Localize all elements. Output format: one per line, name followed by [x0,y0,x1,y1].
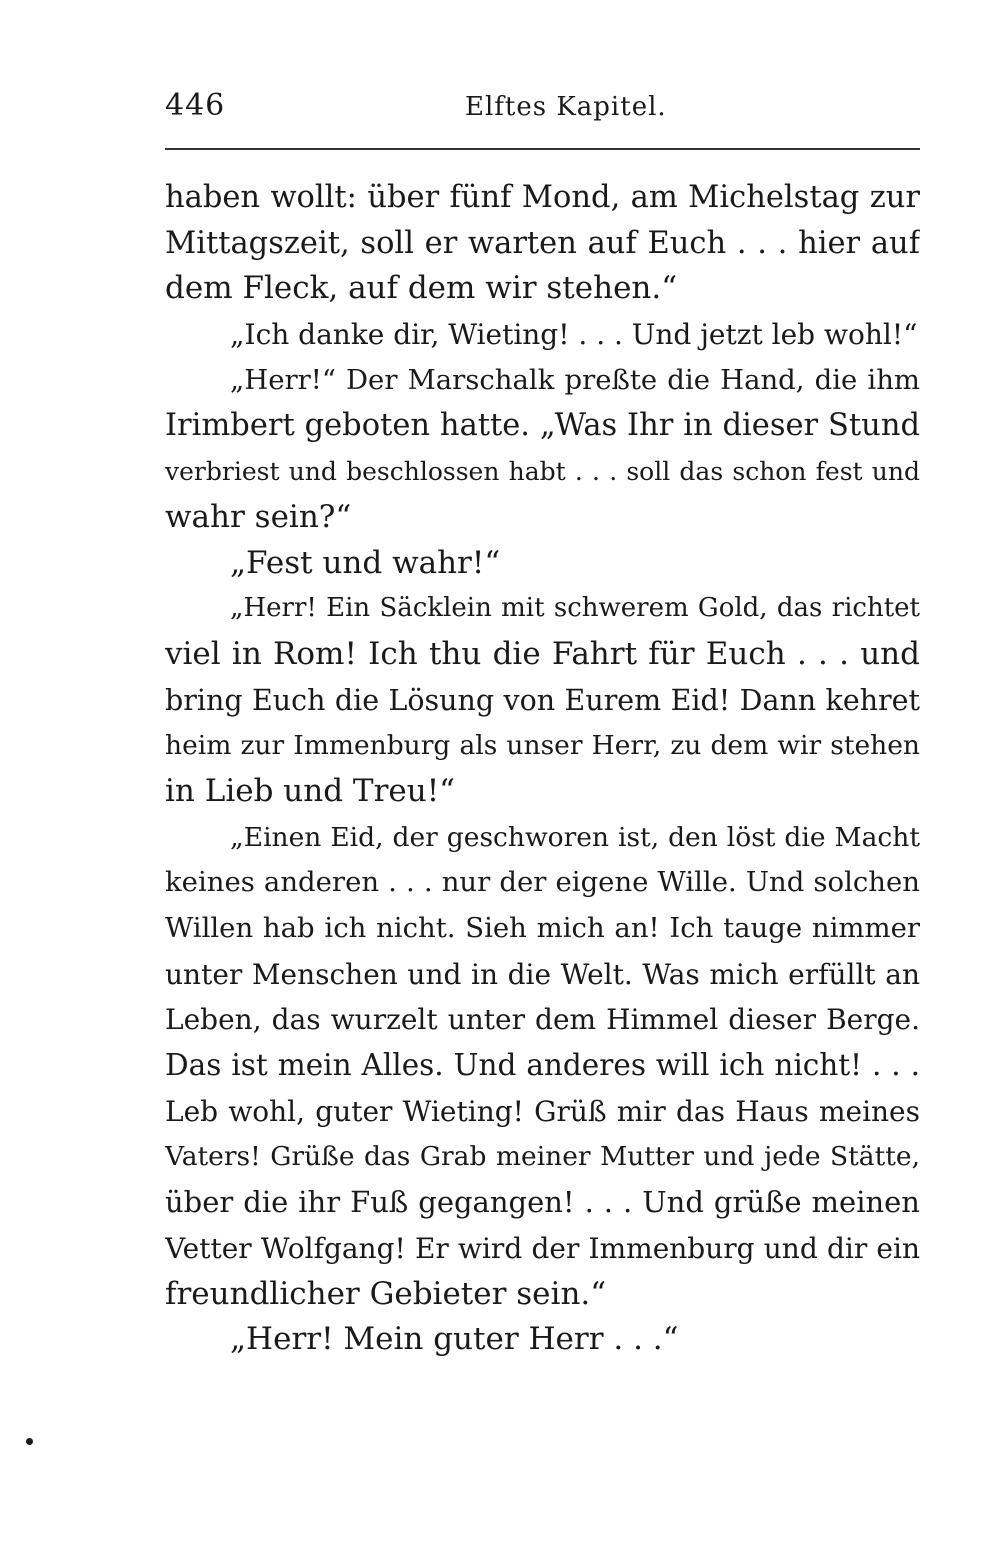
text-line: „Ich danke dir, Wieting! . . . Und jetzt leb wohl!“ [230,318,918,352]
text-line: Mittagszeit, soll er warten auf Euch . . . hier auf [165,225,920,261]
page-header [165,88,920,132]
text-line: haben wollt: über fünf Mond, am Michelstag zur [165,180,920,215]
text-line: Willen hab ich nicht. Sieh mich an! Ich tauge nimmer [165,912,920,944]
text-line: verbriest und beschlossen habt . . . soll das schon fest und [165,457,920,487]
text-line: „Herr!“ Der Marschalk preßte die Hand, die ihm [230,363,920,396]
text-line: „Einen Eid, der geschworen ist, den löst die Macht [230,821,920,853]
text-line: heim zur Immenburg als unser Herr, zu dem wir stehen [165,730,920,762]
text-line: Vaters! Grüße das Grab meiner Mutter und jede Stätte, [165,1141,920,1173]
text-line: Irimbert geboten hatte. „Was Ihr in dieser Stund [165,408,920,444]
text-line: Leben, das wurzelt unter dem Himmel dieser Berge. [165,1003,920,1037]
text-line: „Herr! Mein guter Herr . . .“ [230,1321,679,1358]
text-line: viel in Rom! Ich thu die Fahrt für Euch . . . und [165,635,920,672]
text-line: in Lieb und Treu!“ [165,772,456,809]
body-text [165,175,920,1363]
page-number: 446 [165,88,226,123]
text-line: freundlicher Gebieter sein.“ [165,1275,607,1312]
running-head: Elftes Kapitel. [465,92,667,122]
text-line: „Herr! Ein Säcklein mit schwerem Gold, das richtet [230,593,920,624]
text-line: Leb wohl, guter Wieting! Grüß mir das Haus meines [165,1094,920,1128]
text-line: wahr sein?“ [165,498,352,535]
text-line: bring Euch die Lösung von Eurem Eid! Dann kehret [165,683,920,717]
text-line: keines anderen . . . nur der eigene Wille. Und solchen [165,866,920,899]
header-rule [165,148,920,150]
text-line: Vetter Wolfgang! Er wird der Immenburg und dir ein [165,1231,920,1265]
ink-speck [26,1438,33,1445]
text-line: über die ihr Fuß gegangen! . . . Und grüße meinen [165,1185,920,1220]
text-line: „Fest und wahr!“ [230,544,501,581]
text-line: Das ist mein Alles. Und anderes will ich nicht! . . . [165,1048,920,1083]
text-line: unter Menschen und in die Welt. Was mich erfüllt an [165,957,920,991]
text-line: dem Fleck, auf dem wir stehen.“ [165,270,678,307]
